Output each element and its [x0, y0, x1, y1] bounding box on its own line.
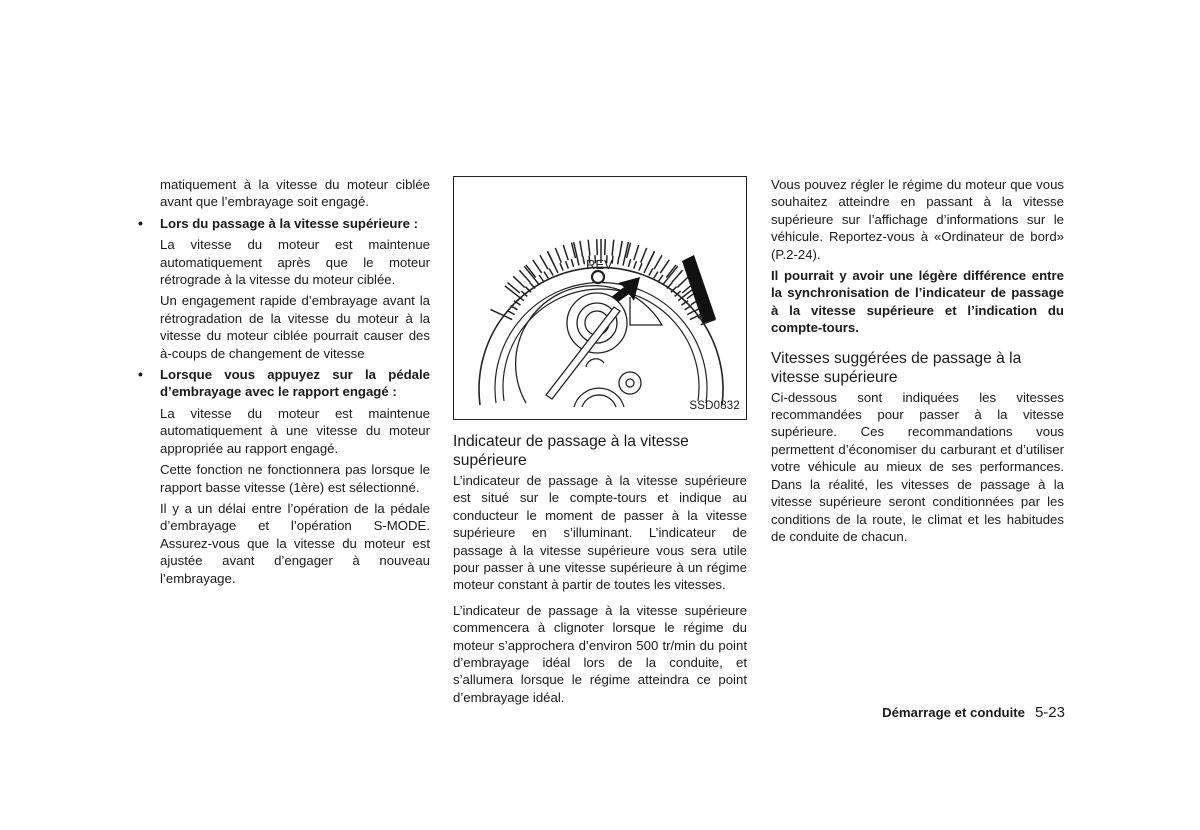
- tick-mark: [658, 275, 663, 282]
- bullet-clutch-text-1: La vitesse du moteur est maintenue automatiquement à une vitesse du moteur appropriée au rapport engagé.: [160, 405, 430, 456]
- outer-tick-mark: [580, 241, 583, 257]
- tick-mark: [566, 261, 569, 269]
- outer-tick-mark: [648, 251, 655, 265]
- outer-tick-mark: [619, 241, 622, 257]
- tick-mark: [663, 266, 678, 285]
- bullet-upshift-title: • Lors du passage à la vitesse supérieure :: [160, 215, 430, 232]
- outer-tick-mark: [563, 245, 568, 260]
- tick-mark: [649, 269, 653, 276]
- warning-bold-text: Il pourrait y avoir une légère différence entre la synchronisation de l’indicateur de passage à la vitesse supérieure et l’indication du compte-tours.: [771, 268, 1064, 336]
- hub-outer: [567, 293, 627, 353]
- tick-mark: [583, 257, 584, 265]
- rev-label: REV: [586, 257, 613, 272]
- indicator-text-2: L’indicateur de passage à la vitesse supérieure commencera à clignoter lorsque le régime du moteur s’approchera d’environ 500 tr/min du point d’embrayage idéal lors de la conduite, et s’allumera lorsque le régime atteindra ce point d’embrayage idéal.: [453, 602, 747, 705]
- bullet-clutch-text-3: Il y a un délai entre l’opération de la pédale d’embrayage et l’opération S-MODE. Assurez-vous que la vitesse du moteur est ajustée avant d’engager à nouveau l’embrayage.: [160, 500, 430, 586]
- outer-tick-mark: [513, 276, 525, 287]
- outer-tick-mark: [548, 251, 555, 265]
- side-knob-center: [626, 379, 634, 387]
- bullet-clutch-title: • Lorsque vous appuyez sur la pédale d’embrayage avec le rapport engagé :: [160, 366, 430, 401]
- footer-section-title: Démarrage et conduite: [882, 705, 1025, 720]
- tick-mark: [549, 269, 553, 276]
- column-left: [160, 176, 430, 587]
- lower-dial-inner: [582, 395, 616, 407]
- tick-mark: [618, 257, 619, 265]
- tick-mark: [539, 275, 544, 282]
- intro-text: matiquement à la vitesse du moteur ciblée avant que l’embrayage soit engagé.: [160, 177, 430, 210]
- tick-mark: [685, 306, 692, 310]
- outer-tick-mark: [555, 248, 561, 263]
- tick-mark: [508, 311, 515, 315]
- bullet-upshift-text-2: Un engagement rapide d’embrayage avant la rétrogradation de la vitesse du moteur à la vitesse du moteur ciblée pourrait causer des à-coups de changement de vitesse: [160, 293, 430, 361]
- suggested-text: Ci-dessous sont indiquées les vitesses recommandées pour passer à la vitesse supérieure. Ces recommandations vous permettent d’économiser du carburant et d’utiliser votre véhicule au mieux de ses performances. Dans la réalité, les vitesses de passage à la vitesse supérieure seront conditionnées par les conditions de la route, le climat et les habitudes de conduite de chacun.: [771, 389, 1064, 544]
- figure-code: SSD0832: [689, 399, 740, 412]
- outer-tick-mark: [641, 248, 647, 263]
- page-number: 5-23: [1034, 704, 1065, 721]
- tick-mark: [560, 263, 563, 270]
- outer-tick-mark: [612, 240, 614, 256]
- bullet-clutch-text-2: Cette fonction ne fonctionnera pas lorsque le rapport basse vitesse (1ère) est sélectionné.: [160, 462, 430, 495]
- tick-mark: [654, 272, 658, 279]
- tick-mark: [571, 259, 573, 267]
- lower-dial: [574, 388, 624, 407]
- outer-tick-mark: [508, 283, 520, 293]
- outer-tick-mark: [605, 239, 606, 255]
- column-middle: [453, 176, 747, 706]
- tick-mark: [634, 261, 637, 269]
- tachometer-illustration: [454, 177, 747, 420]
- section-heading-indicator: Indicateur de passage à la vitesse supérieure: [453, 433, 689, 469]
- side-knob: [619, 372, 641, 394]
- outer-tick-mark: [677, 276, 689, 287]
- outer-tick-mark: [654, 255, 662, 269]
- tick-mark: [544, 272, 548, 279]
- column-right: [771, 176, 1064, 545]
- outer-tick-mark: [540, 255, 548, 269]
- indicator-text-1: L’indicateur de passage à la vitesse supérieure est situé sur le compte-tours et indique au conducteur le moment de passer à la vitesse supérieure en s’illuminant. L’indicateur de passage à la vitesse supérieure vous sera utile pour passer à une vitesse supérieure à un régime moteur constant à partir de toutes les vitesses.: [453, 473, 747, 593]
- tick-mark: [639, 263, 642, 270]
- page-footer: [830, 704, 1065, 721]
- outer-tick-mark: [660, 260, 669, 273]
- outer-tick-mark: [588, 240, 590, 256]
- outer-tick-mark: [597, 239, 598, 255]
- tachometer-figure: [453, 176, 747, 420]
- bullet-upshift-text-1: La vitesse du moteur est maintenue automatiquement après que le moteur rétrograde à la vitesse du moteur ciblée.: [160, 237, 430, 288]
- outer-tick-mark: [533, 260, 542, 273]
- tick-mark: [524, 266, 539, 285]
- tick-mark: [511, 306, 518, 310]
- lower-bump: [586, 359, 604, 367]
- rev-indicator-icon: [592, 271, 604, 283]
- tick-mark: [687, 311, 694, 315]
- tick-mark: [628, 259, 630, 267]
- setting-text: Vous pouvez régler le régime du moteur que vous souhaitez atteindre en passant à la vitesse supérieure sur l’affichage d’informations sur le véhicule. Reportez-vous à «Ordinateur de bord» (P.2-24).: [771, 177, 1064, 262]
- section-heading-suggested: Vitesses suggérées de passage à la vitesse supérieure: [771, 349, 1022, 386]
- outer-tick-mark: [634, 245, 639, 260]
